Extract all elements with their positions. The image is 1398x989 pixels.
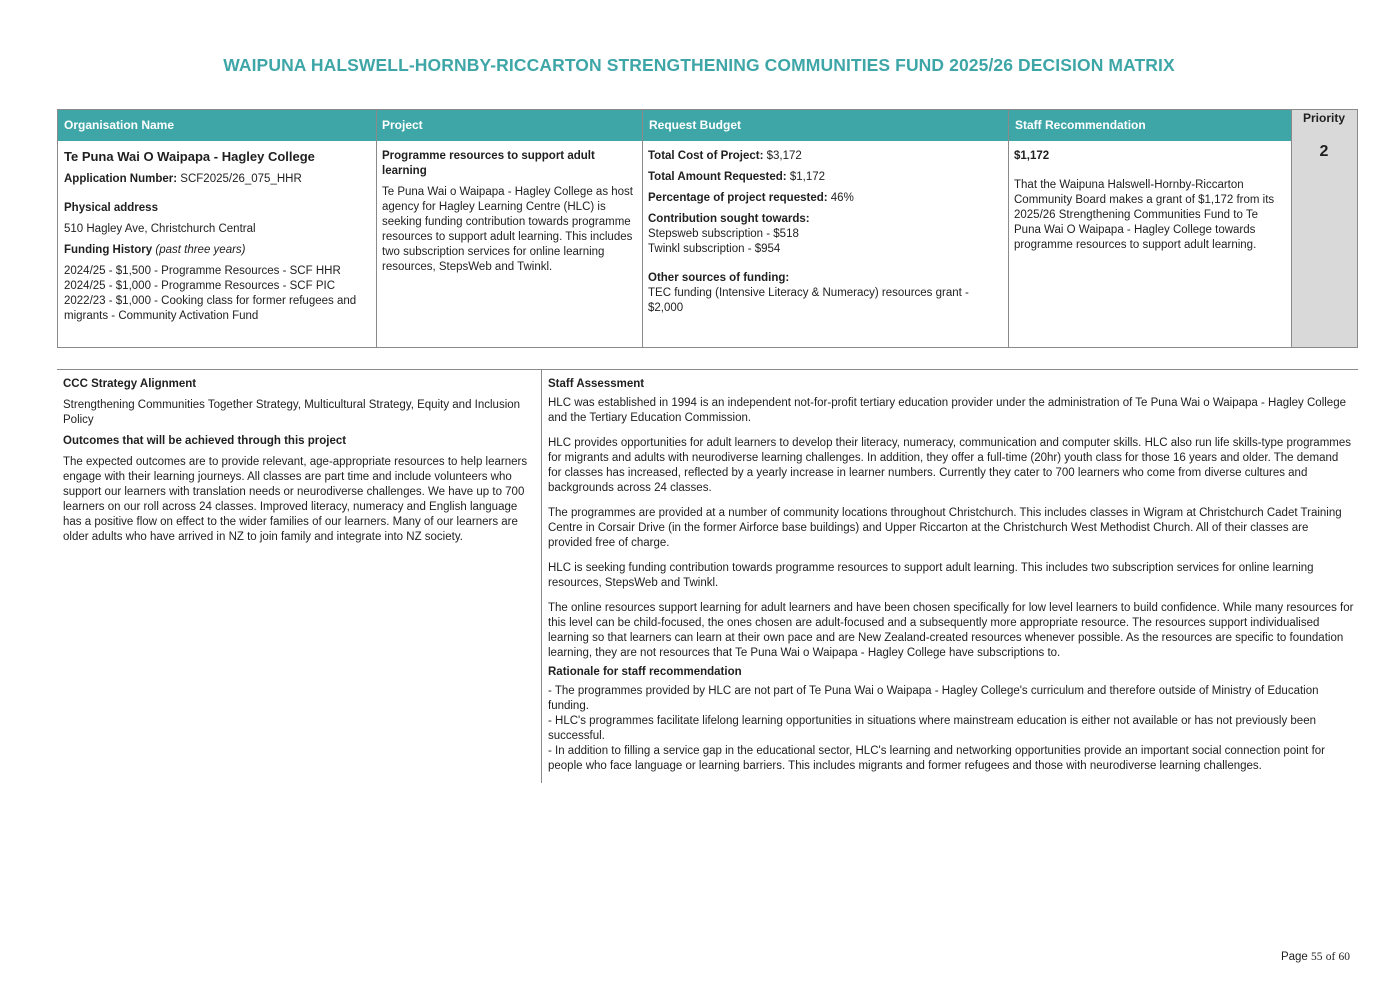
funding-history-label: Funding History [64, 244, 153, 256]
priority-column [1291, 110, 1357, 347]
recommendation-amount: $1,172 [1014, 150, 1050, 162]
rationale-point: - The programmes provided by HLC are not part of Te Puna Wai o Waipapa - Hagley College's curriculum and therefore outside of Ministry of Education funding. [548, 685, 1319, 712]
header-staff-recommendation: Staff Recommendation [1009, 110, 1291, 141]
percentage-label: Percentage of project requested: [648, 192, 828, 204]
funding-history-note: (past three years) [155, 244, 246, 256]
column-divider [541, 370, 542, 783]
project-cell [376, 141, 642, 347]
funding-history-list [64, 264, 370, 324]
page-number [1281, 950, 1350, 965]
strategy-text: Strengthening Communities Together Strategy, Multicultural Strategy, Equity and Inclusion Policy [63, 399, 521, 426]
application-number: SCF2025/26_075_HHR [180, 173, 302, 185]
organisation-cell [58, 141, 376, 347]
decision-matrix-table [57, 109, 1358, 348]
funding-history-item: 2024/25 - $1,500 - Programme Resources - SCF HHR [64, 265, 341, 277]
column-divider [1291, 110, 1292, 347]
organisation-name: Te Puna Wai O Waipapa - Hagley College [64, 149, 315, 164]
header-priority: Priority [1302, 111, 1345, 125]
contribution-label: Contribution sought towards: [648, 213, 810, 225]
page-total: 60 [1338, 951, 1350, 963]
staff-assessment-section [548, 377, 1354, 774]
budget-cell [642, 141, 1008, 347]
total-cost-value: $3,172 [766, 150, 802, 162]
rationale-point: - In addition to filling a service gap in the educational sector, HLC's learning and networking opportunities provide an important social connection point for people who face language or learning barriers. This includes migrants and former refugees and those with neurodiverse learning challenges. [548, 745, 1325, 772]
total-requested-label: Total Amount Requested: [648, 171, 787, 183]
assessment-paragraph: HLC is seeking funding contribution towards programme resources to support adult learning. This includes two subscription services for online learning resources, StepsWeb and Twinkl. [548, 562, 1314, 589]
assessment-paragraph: HLC provides opportunities for adult learners to develop their literacy, numeracy, communication and computer skills. HLC also run life skills-type programmes for migrants and adults with neurodiverse learning challenges. In addition, they offer a full-time (20hr) youth class for those 16 years and older. The demand for classes has increased, reflected by a yearly increase in learner numbers. Currently they cater to 700 learners who come from diverse cultures and backgrounds across 24 classes. [548, 437, 1352, 494]
project-description: Te Puna Wai o Waipapa - Hagley College as host agency for Hagley Learning Centre (HLC) is seeking funding contribution towards programme resources to support adult learning. This includes two subscription services for online learning resources, StepsWeb and Twinkl. [382, 186, 634, 273]
recommendation-cell [1008, 141, 1291, 347]
funding-history-item: 2024/25 - $1,000 - Programme Resources - SCF PIC [64, 280, 336, 292]
strategy-outcomes-section [63, 377, 529, 545]
header-project: Project [376, 110, 643, 141]
other-sources-label: Other sources of funding: [648, 272, 790, 284]
assessment-paragraph: HLC was established in 1994 is an independent not-for-profit tertiary education provider under the administration of Te Puna Wai o Waipapa - Hagley College and the Tertiary Education Commission. [548, 397, 1346, 424]
assessment-paragraph: The online resources support learning for adult learners and have been chosen specifically for low level learners to build confidence. While many resources for this level can be child-focused, the ones chosen are adult-focused and a subsequently more appropriate resource. The resources support individualised learning so that learners can learn at their own pace and are New Zealand-created resources whenever possible. As the resources are specific to foundation learning, they are not resources that Te Puna Wai o Waipapa - Hagley College have subscriptions to. [548, 602, 1354, 659]
contribution-item: Twinkl subscription - $954 [648, 243, 781, 255]
contribution-item: Stepsweb subscription - $518 [648, 228, 799, 240]
assessment-label: Staff Assessment [548, 378, 645, 390]
header-organisation: Organisation Name [58, 110, 376, 141]
total-requested-value: $1,172 [789, 171, 826, 183]
total-cost-label: Total Cost of Project: [648, 150, 764, 162]
project-title: Programme resources to support adult learning [382, 150, 595, 177]
recommendation-text: That the Waipuna Halswell-Hornby-Riccarton Community Board makes a grant of $1,172 from its 2025/26 Strengthening Communities Fund to Te Puna Wai O Waipapa - Hagley College towards programme resources to support adult learning. [1014, 179, 1275, 251]
other-sources-value: TEC funding (Intensive Literacy & Numeracy) resources grant - $2,000 [648, 287, 969, 314]
page-title: WAIPUNA HALSWELL-HORNBY-RICCARTON STRENGTHENING COMMUNITIES FUND 2025/26 DECISION MATRIX [223, 55, 1175, 75]
page-current: 55 [1311, 951, 1323, 963]
header-request-budget: Request Budget [643, 110, 1009, 141]
application-number-label: Application Number: [64, 173, 178, 185]
percentage-value: 46% [830, 192, 854, 204]
physical-address-label: Physical address [64, 202, 158, 214]
priority-value: 2 [1319, 143, 1329, 160]
page-label: Page [1280, 951, 1308, 963]
physical-address: 510 Hagley Ave, Christchurch Central [64, 223, 256, 235]
page-of-label: of [1325, 951, 1336, 963]
rationale-point: - HLC's programmes facilitate lifelong learning opportunities in situations where mainstream education is either not available or has not previously been successful. [548, 715, 1316, 742]
funding-history-item: 2022/23 - $1,000 - Cooking class for former refugees and migrants - Community Activation Fund [64, 295, 357, 322]
rationale-label: Rationale for staff recommendation [548, 666, 742, 678]
outcomes-text: The expected outcomes are to provide relevant, age-appropriate resources to help learners engage with their learning journeys. All classes are part time and include volunteers who support our learners with translation needs or neurodiverse challenges. We have up to 700 learners on our roll across 24 classes. Improved literacy, numeracy and English language has a positive flow on effect to the wider families of our learners. Many of our learners are older adults who have arrived in NZ to join family and integrate into NZ society. [63, 456, 528, 543]
strategy-label: CCC Strategy Alignment [63, 378, 197, 390]
assessment-paragraph: The programmes are provided at a number of community locations throughout Christchurch. This includes classes in Wigram at Christchurch Cadet Training Centre in Corsair Drive (in the former Airforce base buildings) and Upper Riccarton at the Christchurch West Methodist Church. All of their classes are provided free of charge. [548, 507, 1342, 549]
outcomes-label: Outcomes that will be achieved through this project [63, 435, 347, 447]
section-divider [57, 369, 1358, 370]
